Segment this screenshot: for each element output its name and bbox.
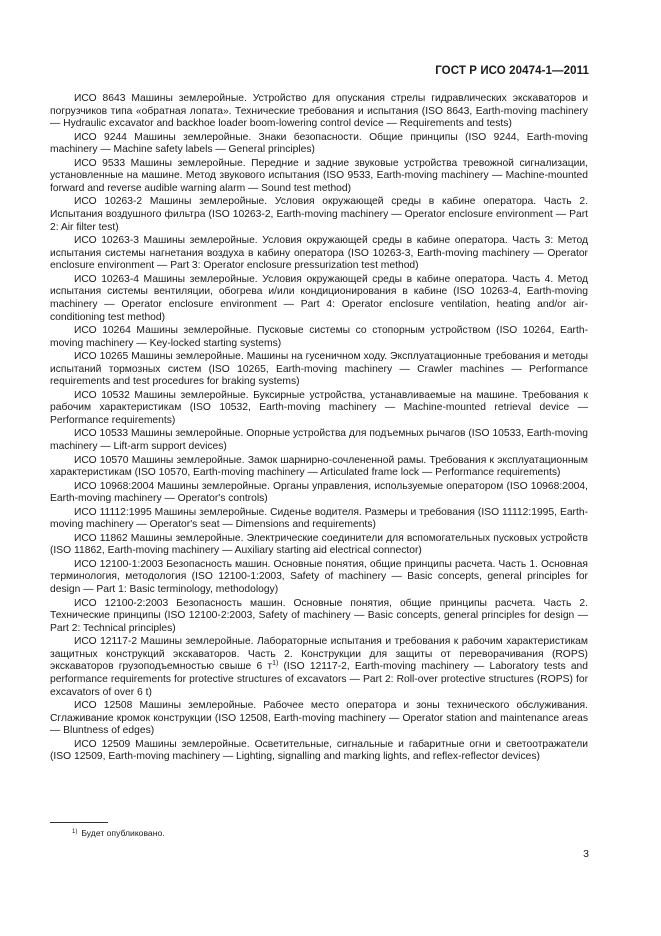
reference-entry: ИСО 9533 Машины землеройные. Передние и задние звуковые устройства тревожной сигнализации, установленные на машине. Метод звукового испытания (ISO 9533, Earth-moving machinery — Machine-mounted forward and reverse audible warning alarm — Sound test method) bbox=[50, 157, 588, 194]
reference-text-continued: (ISO 12117-2, Earth-moving machinery — Laboratory tests and performance requirements for protective structures of excavators — Part 2: Roll-over protective structures (ROPS) for excavators of over 6 t) bbox=[50, 661, 588, 698]
reference-text: ИСО 12117-2 Машины землеройные. Лабораторные испытания и требования к рабочим характеристикам защитных конструкций экскаваторов. Часть 2. Конструкции для защиты от переворачивания (ROPS) экскаваторов грузоподъемностью свыше 6 т bbox=[50, 636, 588, 673]
page-number: 3 bbox=[583, 848, 589, 860]
reference-entry: ИСО 10533 Машины землеройные. Опорные устройства для подъемных рычагов (ISO 10533, Earth-moving machinery — Lift-arm support devices) bbox=[50, 428, 588, 453]
standard-header: ГОСТ Р ИСО 20474-1—2011 bbox=[435, 65, 589, 77]
reference-entry: ИСО 12100-2:2003 Безопасность машин. Основные понятия, общие принципы расчета. Часть 2. Технические принципы (ISO 12100-2:2003, Safety of machinery — Basic concepts, general principles for design — Part 2: Technical principles) bbox=[50, 597, 588, 634]
reference-entry: ИСО 10263-4 Машины землеройные. Условия окружающей среды в кабине оператора. Часть 4. Метод испытания системы вентиляции, обогрева и/или кондиционирования в кабине (ISO 10263-4, Earth-moving machinery — Operator enclosure environment — Part 4: Operator enclosure ventilation, heating and/or air-conditioning test method) bbox=[50, 273, 588, 323]
footnote-text: Будет опубликовано. bbox=[81, 828, 165, 838]
footnote bbox=[72, 828, 165, 838]
reference-entry: ИСО 8643 Машины землеройные. Устройство для опускания стрелы гидравлических экскаваторов и погрузчиков типа «обратная лопата». Технические требования и испытания (ISO 8643, Earth-moving machinery — Hydraulic excavator and backhoe loader boom-lowering control device — Requirements and tests) bbox=[50, 93, 588, 130]
reference-entry: ИСО 11862 Машины землеройные. Электрические соединители для вспомогательных пусковых устройств (ISO 11862, Earth-moving machinery — Auxiliary starting aid electrical connector) bbox=[50, 532, 588, 557]
reference-entry: ИСО 10265 Машины землеройные. Машины на гусеничном ходу. Эксплуатационные требования и методы испытаний тормозных систем (ISO 10265, Earth-moving machinery — Crawler machines — Performance requirements and test procedures for braking systems) bbox=[50, 351, 588, 388]
reference-entry: ИСО 10570 Машины землеройные. Замок шарнирно-сочлененной рамы. Требования к эксплуатационным характеристикам (ISO 10570, Earth-moving machinery — Articulated frame lock — Performance requirements) bbox=[50, 454, 588, 479]
reference-entry: ИСО 10968:2004 Машины землеройные. Органы управления, используемые оператором (ISO 10968:2004, Earth-moving machinery — Operator's controls) bbox=[50, 480, 588, 505]
reference-entry: ИСО 11112:1995 Машины землеройные. Сиденье водителя. Размеры и требования (ISO 11112:1995, Earth-moving machinery — Operator's seat — Dimensions and requirements) bbox=[50, 506, 588, 531]
reference-entry: ИСО 10263-3 Машины землеройные. Условия окружающей среды в кабине оператора. Часть 3: Метод испытания системы нагнетания воздуха в кабину оператора (ISO 10263-3, Earth-moving machinery — Operator enclosure environment — Part 3: Operator enclosure pressurization test method) bbox=[50, 235, 588, 272]
reference-entry: ИСО 10264 Машины землеройные. Пусковые системы со стопорным устройством (ISO 10264, Earth-moving machinery — Key-locked starting systems) bbox=[50, 325, 588, 349]
footnote-number: 1) bbox=[72, 829, 78, 835]
reference-entry: ИСО 10263-2 Машины землеройные. Условия окружающей среды в кабине оператора. Часть 2. Испытания воздушного фильтра (ISO 10263-2, Earth-moving machinery — Operator enclosure environment — Part 2: Air filter test) bbox=[50, 196, 588, 233]
reference-entry: ИСО 9244 Машины землеройные. Знаки безопасности. Общие принципы (ISO 9244, Earth-moving machinery — Machine safety labels — General principles) bbox=[50, 131, 588, 156]
footnote-marker: 1) bbox=[272, 660, 279, 668]
reference-entry: ИСО 12508 Машины землеройные. Рабочее место оператора и зоны технического обслуживания. Сглаживание кромок конструкции (ISO 12508, Earth-moving machinery — Operator station and maintenance areas — Bluntness of edges) bbox=[50, 700, 588, 737]
reference-entry: ИСО 12100-1:2003 Безопасность машин. Основные понятия, общие принципы расчета. Часть 1. Основная терминология, методология (ISO 12100-1:2003, Safety of machinery — Basic concepts, general principles for design — Part 1: Basic terminology, methodology) bbox=[50, 558, 588, 596]
normative-references bbox=[50, 93, 588, 765]
reference-entry: ИСО 12509 Машины землеройные. Осветительные, сигнальные и габаритные огни и светоотражатели (ISO 12509, Earth-moving machinery — Lighting, signalling and marking lights, and reflex-reflector devices) bbox=[50, 738, 588, 763]
reference-entry: ИСО 10532 Машины землеройные. Буксирные устройства, устанавливаемые на машине. Требования к рабочим характеристикам (ISO 10532, Earth-moving machinery — Machine-mounted retrieval device — Performance requirements) bbox=[50, 389, 588, 426]
footnote-separator bbox=[50, 822, 108, 823]
reference-entry bbox=[50, 636, 588, 699]
